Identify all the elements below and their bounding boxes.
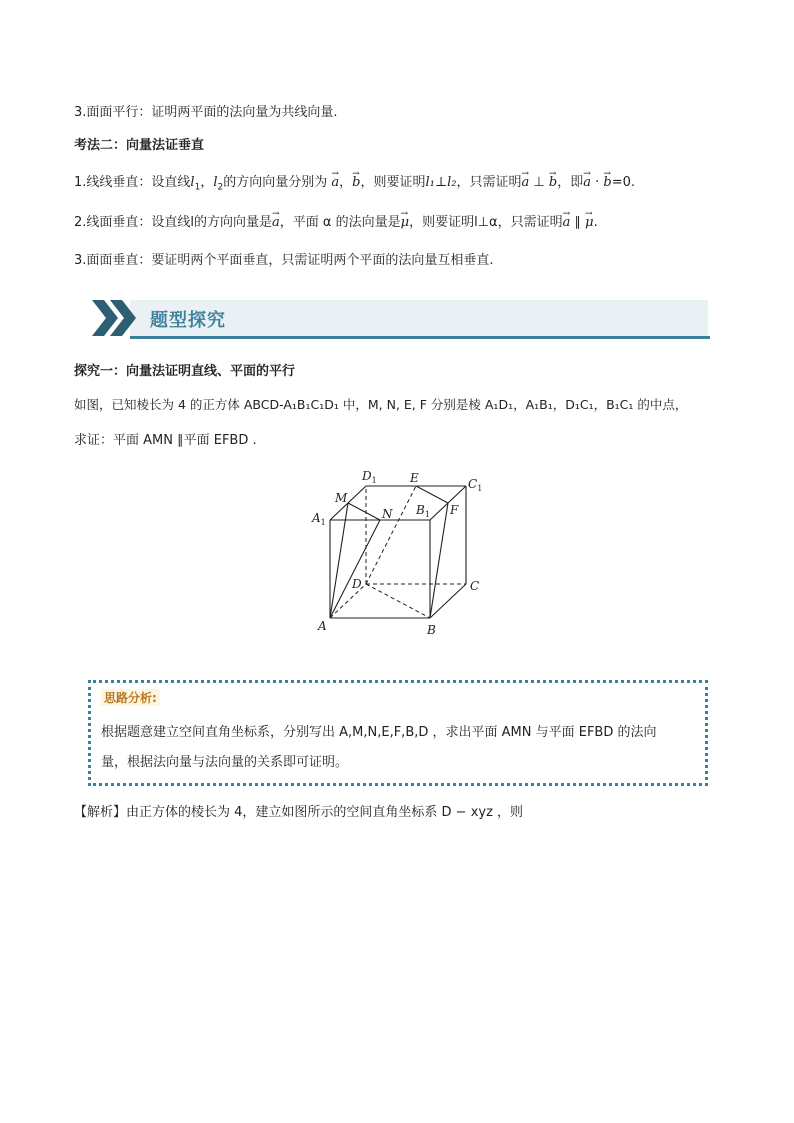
l1-sub: 1 (194, 182, 201, 193)
vector-b: → b (352, 174, 360, 192)
vector-a: → a (331, 174, 339, 192)
solution-line: 【解析】由正方体的棱长为 4，建立如图所示的空间直角坐标系 D − xyz ，则 (74, 805, 524, 820)
face-face-perp: 3.面面垂直：要证明两个平面垂直，只需证明两个平面的法向量互相垂直. (74, 253, 494, 268)
edge-M-N (348, 503, 380, 520)
text: 1.线线垂直：设直线 (74, 175, 191, 190)
l1-symbol: l (190, 175, 195, 190)
text: ，只需证明 (456, 175, 522, 190)
vector-b: → b (603, 174, 611, 192)
vector-a: → a (563, 214, 571, 232)
analysis-box (88, 680, 708, 786)
edge-E-F (416, 486, 448, 503)
dot-symbol: · (590, 175, 604, 190)
parallel-symbol: ∥ (570, 215, 586, 230)
problem-line-1: 如图，已知棱长为 4 的正方体 ABCD-A₁B₁C₁D₁ 中，M, N, E, F 分别是棱 A₁D₁，A₁B₁，D₁C₁，B₁C₁ 的中点， (74, 397, 688, 412)
banner-title: 题型探究 (150, 310, 226, 331)
edge-F-B (430, 503, 448, 618)
vector-a: → a (522, 174, 530, 192)
perp-relation: l₁⊥l₂ (425, 175, 457, 190)
text: 2.线面垂直：设直线l的方向向量是 (74, 215, 273, 230)
line-plane-perp (74, 214, 598, 232)
hidden-edge-DE (366, 486, 416, 584)
label-C: C (470, 579, 480, 593)
text: ，则要证明 (360, 175, 426, 190)
vector-a: → a (583, 174, 591, 192)
label-C1: $C_1$ (468, 477, 483, 493)
edge-BC (430, 584, 466, 618)
label-M: M (335, 491, 348, 505)
text: ， (200, 175, 214, 190)
l2-sub: 2 (217, 182, 224, 193)
cube-figure (310, 468, 510, 638)
label-D: D (352, 577, 362, 591)
text: 的方向向量分别为 (223, 175, 328, 190)
label-F: F (450, 503, 459, 517)
label-E: E (410, 471, 419, 485)
line-face-parallel: 3.面面平行：证明两平面的法向量为共线向量. (74, 105, 338, 120)
analysis-title: 思路分析: (101, 689, 160, 706)
line-line-perp (74, 174, 635, 197)
l2-symbol: l (213, 175, 218, 190)
text: ，平面 α 的法向量是 (279, 215, 401, 230)
label-D1: $D_1$ (362, 469, 377, 485)
perp-symbol: ⊥ (529, 175, 549, 190)
text: . (593, 215, 598, 230)
label-B: B (427, 623, 436, 637)
label-A1: $A_1$ (312, 511, 326, 527)
method2-heading: 考法二：向量法证垂直 (74, 138, 205, 153)
label-B1: $B_1$ (416, 503, 430, 519)
hidden-edge-DB (366, 584, 430, 618)
text: =0. (611, 175, 635, 190)
section-banner (90, 296, 710, 344)
text: ，则要证明l⊥α，只需证明 (409, 215, 563, 230)
label-N: N (382, 507, 393, 521)
label-A: A (318, 619, 327, 633)
text: ，即 (557, 175, 584, 190)
problem-line-2: 求证：平面 AMN ∥平面 EFBD . (74, 433, 257, 448)
text: ， (339, 175, 353, 190)
vector-mu: → μ (585, 214, 593, 232)
analysis-line-1: 根据题意建立空间直角坐标系，分别写出 A,M,N,E,F,B,D ，求出平面 AMN 与平面 EFBD 的法向 (101, 725, 657, 740)
banner-underline (130, 336, 710, 339)
explore1-heading: 探究一：向量法证明直线、平面的平行 (74, 364, 296, 379)
vector-a: → a (272, 214, 280, 232)
vector-mu: → μ (401, 214, 409, 232)
vector-b: → b (549, 174, 557, 192)
double-chevron-icon (90, 296, 140, 340)
analysis-line-2: 量，根据法向量与法向量的关系即可证明。 (101, 755, 349, 770)
